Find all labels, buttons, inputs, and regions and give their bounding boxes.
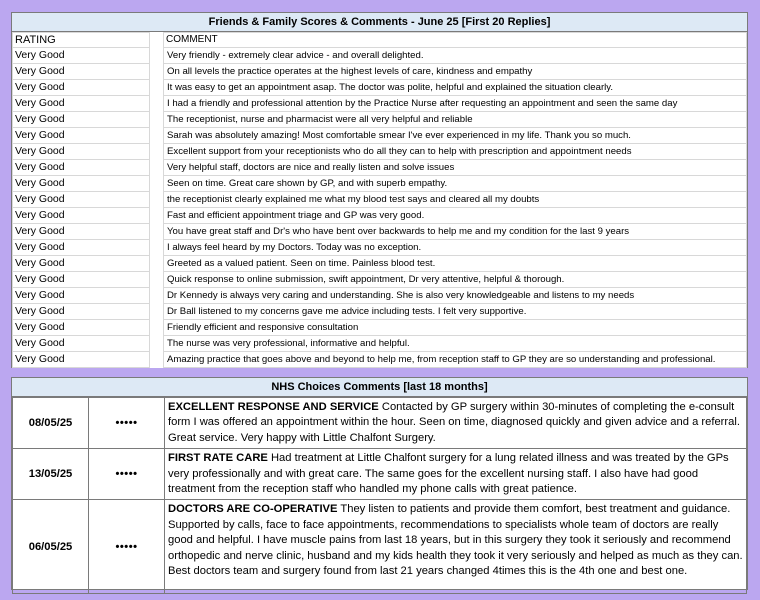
review-date: 06/05/25 <box>13 500 89 594</box>
rating-column-header: RATING <box>13 33 150 48</box>
comment-cell: Quick response to online submission, swift appointment, Dr very attentive, helpful & thorough. <box>164 272 747 288</box>
rating-cell: Very Good <box>13 112 150 128</box>
review-date: 13/05/25 <box>13 449 89 500</box>
comment-cell: I had a friendly and professional attention by the Practice Nurse after requesting an appointment and seen the same day <box>164 96 747 112</box>
review-heading: EXCELLENT RESPONSE AND SERVICE <box>168 401 379 413</box>
review-body: They listen to patients and provide them comfort, best treatment and guidance. Supported by calls, face to face appointments, recommendations to specialists whole team of doctors are really good and helpful. I have muscle pains from last 18 years, but in this surgery they took it seriously and recommend orthopedic and nerve clinic, husband and my kids health they took it very seriously and helped as much as they can. Best doctors team and surgery found from last 21 years changed 4times this is the 4th one and best one. <box>168 503 743 578</box>
feedback-row <box>13 336 747 352</box>
comment-cell: On all levels the practice operates at the highest levels of care, kindness and empathy <box>164 64 747 80</box>
star-rating: ••••• <box>89 449 165 500</box>
friends-family-panel <box>11 12 748 368</box>
comment-cell: I always feel heard by my Doctors. Today was no exception. <box>164 240 747 256</box>
comment-cell: Greeted as a valued patient. Seen on time. Painless blood test. <box>164 256 747 272</box>
rating-cell: Very Good <box>13 192 150 208</box>
review-date: 08/05/25 <box>13 398 89 449</box>
feedback-row <box>13 176 747 192</box>
review-heading: FIRST RATE CARE <box>168 452 268 465</box>
feedback-row <box>13 224 747 240</box>
rating-cell: Very Good <box>13 224 150 240</box>
feedback-row <box>13 272 747 288</box>
rating-cell: Very Good <box>13 176 150 192</box>
feedback-row <box>13 208 747 224</box>
comment-cell: Sarah was absolutely amazing! Most comfortable smear I've ever experienced in my life. Thank you so much. <box>164 128 747 144</box>
rating-cell: Very Good <box>13 48 150 64</box>
review-body: Contacted by GP surgery within 30-minutes of completing the e-consult form I was offered an appointment within the hour. Seen on time, diagnosed quickly and given advice and a referral. Great service. Very happy with Little Chalfont Surgery. <box>168 401 740 444</box>
rating-cell: Very Good <box>13 80 150 96</box>
rating-cell: Very Good <box>13 144 150 160</box>
friends-family-table <box>12 32 747 368</box>
feedback-row <box>13 80 747 96</box>
comment-cell: The receptionist, nurse and pharmacist were all very helpful and reliable <box>164 112 747 128</box>
feedback-row <box>13 48 747 64</box>
feedback-row <box>13 192 747 208</box>
star-rating: ••••• <box>89 500 165 594</box>
feedback-row <box>13 96 747 112</box>
feedback-row <box>13 240 747 256</box>
comment-cell: Dr Ball listened to my concerns gave me advice including tests. I felt very supportive. <box>164 304 747 320</box>
rating-cell: Very Good <box>13 96 150 112</box>
feedback-row <box>13 352 747 368</box>
rating-cell: Very Good <box>13 272 150 288</box>
feedback-row <box>13 304 747 320</box>
review-row <box>13 500 747 594</box>
feedback-row <box>13 112 747 128</box>
comment-cell: Amazing practice that goes above and beyond to help me, from reception staff to GP they are so understanding and professional. <box>164 352 747 368</box>
feedback-row <box>13 320 747 336</box>
review-text <box>165 500 747 594</box>
rating-cell: Very Good <box>13 336 150 352</box>
comment-cell: It was easy to get an appointment asap. The doctor was polite, helpful and explained the situation clearly. <box>164 80 747 96</box>
friends-family-title: Friends & Family Scores & Comments - June 25 [First 20 Replies] <box>12 13 747 32</box>
comment-cell: You have great staff and Dr's who have bent over backwards to help me and my condition for the last 9 years <box>164 224 747 240</box>
comment-cell: the receptionist clearly explained me what my blood test says and cleared all my doubts <box>164 192 747 208</box>
review-text <box>165 449 747 500</box>
comment-cell: Dr Kennedy is always very caring and understanding. She is also very knowledgeable and listens to my needs <box>164 288 747 304</box>
rating-cell: Very Good <box>13 256 150 272</box>
review-row <box>13 449 747 500</box>
friends-family-rows <box>13 48 747 368</box>
review-row <box>13 398 747 449</box>
comment-cell: Friendly efficient and responsive consultation <box>164 320 747 336</box>
comment-cell: Seen on time. Great care shown by GP, and with superb empathy. <box>164 176 747 192</box>
rating-cell: Very Good <box>13 304 150 320</box>
rating-cell: Very Good <box>13 64 150 80</box>
feedback-row <box>13 256 747 272</box>
nhs-choices-panel <box>11 377 748 590</box>
rating-cell: Very Good <box>13 288 150 304</box>
rating-cell: Very Good <box>13 160 150 176</box>
star-rating: ••••• <box>89 398 165 449</box>
comment-cell: The nurse was very professional, informative and helpful. <box>164 336 747 352</box>
nhs-choices-table <box>12 397 747 594</box>
nhs-choices-title: NHS Choices Comments [last 18 months] <box>12 378 747 397</box>
feedback-row <box>13 160 747 176</box>
rating-cell: Very Good <box>13 240 150 256</box>
rating-cell: Very Good <box>13 352 150 368</box>
comment-cell: Very friendly - extremely clear advice - and overall delighted. <box>164 48 747 64</box>
rating-cell: Very Good <box>13 208 150 224</box>
friends-family-header-row <box>13 33 747 48</box>
comment-cell: Fast and efficient appointment triage and GP was very good. <box>164 208 747 224</box>
review-heading: DOCTORS ARE CO-OPERATIVE <box>168 503 338 516</box>
feedback-row <box>13 144 747 160</box>
feedback-row <box>13 64 747 80</box>
rating-cell: Very Good <box>13 320 150 336</box>
comment-cell: Excellent support from your receptionists who do all they can to help with prescription and appointment needs <box>164 144 747 160</box>
review-text <box>165 398 747 449</box>
comment-cell: Very helpful staff, doctors are nice and really listen and solve issues <box>164 160 747 176</box>
review-body: Had treatment at Little Chalfont surgery for a lung related illness and was treated by the GPs very professionally and with great care. The same goes for the excellent nursing staff. I also have had good treatment from the reception staff who handled my phone calls with great patience. <box>168 452 729 496</box>
feedback-row <box>13 288 747 304</box>
rating-cell: Very Good <box>13 128 150 144</box>
feedback-row <box>13 128 747 144</box>
comment-column-header: COMMENT <box>164 33 747 48</box>
